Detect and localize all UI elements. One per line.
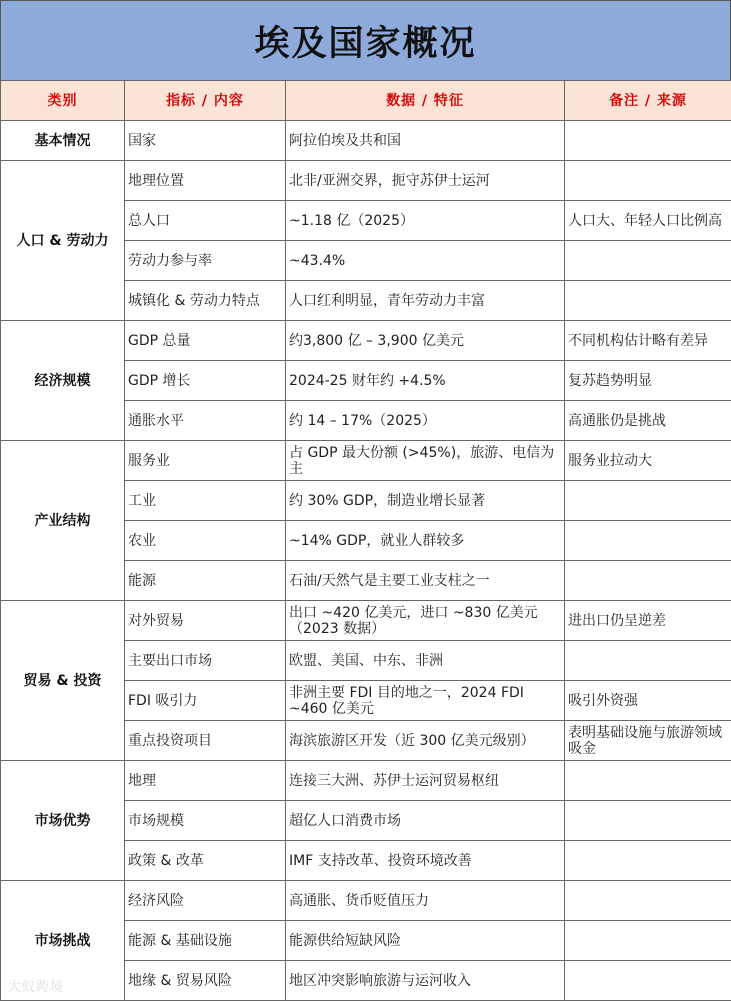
indicator-cell: 服务业	[125, 441, 286, 481]
note-cell: 人口大、年轻人口比例高	[565, 201, 731, 241]
data-cell: ~14% GDP，就业人群较多	[286, 521, 565, 561]
indicator-cell: 工业	[125, 481, 286, 521]
data-cell: 出口 ~420 亿美元，进口 ~830 亿美元（2023 数据）	[286, 601, 565, 641]
category-cell: 市场挑战	[1, 881, 125, 1001]
data-cell: 约3,800 亿 – 3,900 亿美元	[286, 321, 565, 361]
category-cell: 产业结构	[1, 441, 125, 601]
category-cell: 市场优势	[1, 761, 125, 881]
category-cell: 人口 & 劳动力	[1, 161, 125, 321]
note-cell: 高通胀仍是挑战	[565, 401, 731, 441]
indicator-cell: 地理位置	[125, 161, 286, 201]
data-cell: 高通胀、货币贬值压力	[286, 881, 565, 921]
note-cell	[565, 521, 731, 561]
table-row	[1, 881, 731, 921]
note-cell	[565, 481, 731, 521]
indicator-cell: 农业	[125, 521, 286, 561]
data-cell: ~43.4%	[286, 241, 565, 281]
data-cell: 能源供给短缺风险	[286, 921, 565, 961]
note-cell	[565, 641, 731, 681]
note-cell	[565, 841, 731, 881]
data-cell: 非洲主要 FDI 目的地之一，2024 FDI ~460 亿美元	[286, 681, 565, 721]
data-cell: 2024-25 财年约 +4.5%	[286, 361, 565, 401]
indicator-cell: 主要出口市场	[125, 641, 286, 681]
data-cell: 海滨旅游区开发（近 300 亿美元级别）	[286, 721, 565, 761]
indicator-cell: FDI 吸引力	[125, 681, 286, 721]
indicator-cell: GDP 总量	[125, 321, 286, 361]
note-cell	[565, 281, 731, 321]
table-row	[1, 121, 731, 161]
indicator-cell: 市场规模	[125, 801, 286, 841]
category-cell: 经济规模	[1, 321, 125, 441]
note-cell	[565, 881, 731, 921]
note-cell	[565, 241, 731, 281]
header-note: 备注 / 来源	[565, 81, 731, 121]
table-row	[1, 601, 731, 641]
data-cell: 占 GDP 最大份额 (>45%)，旅游、电信为主	[286, 441, 565, 481]
note-cell: 吸引外资强	[565, 681, 731, 721]
note-cell	[565, 561, 731, 601]
data-cell: 连接三大洲、苏伊士运河贸易枢纽	[286, 761, 565, 801]
note-cell	[565, 961, 731, 1001]
header-row	[1, 81, 731, 121]
table-row	[1, 321, 731, 361]
category-cell: 基本情况	[1, 121, 125, 161]
indicator-cell: 对外贸易	[125, 601, 286, 641]
table-row	[1, 441, 731, 481]
indicator-cell: 能源 & 基础设施	[125, 921, 286, 961]
table-row	[1, 161, 731, 201]
header-category: 类别	[1, 81, 125, 121]
watermark-text: 大蚁跨境	[8, 980, 65, 995]
note-cell	[565, 801, 731, 841]
indicator-cell: 能源	[125, 561, 286, 601]
indicator-cell: 政策 & 改革	[125, 841, 286, 881]
table-row	[1, 761, 731, 801]
note-cell: 服务业拉动大	[565, 441, 731, 481]
indicator-cell: GDP 增长	[125, 361, 286, 401]
note-cell	[565, 761, 731, 801]
data-cell: 阿拉伯埃及共和国	[286, 121, 565, 161]
data-cell: ~1.18 亿（2025）	[286, 201, 565, 241]
note-cell	[565, 921, 731, 961]
data-cell: 石油/天然气是主要工业支柱之一	[286, 561, 565, 601]
note-cell	[565, 121, 731, 161]
note-cell: 不同机构估计略有差异	[565, 321, 731, 361]
data-cell: 北非/亚洲交界，扼守苏伊士运河	[286, 161, 565, 201]
data-cell: 约 30% GDP，制造业增长显著	[286, 481, 565, 521]
overview-table	[0, 80, 731, 1001]
note-cell: 进出口仍呈逆差	[565, 601, 731, 641]
indicator-cell: 城镇化 & 劳动力特点	[125, 281, 286, 321]
indicator-cell: 经济风险	[125, 881, 286, 921]
note-cell: 表明基础设施与旅游领域吸金	[565, 721, 731, 761]
indicator-cell: 国家	[125, 121, 286, 161]
note-cell: 复苏趋势明显	[565, 361, 731, 401]
note-cell	[565, 161, 731, 201]
data-cell: 人口红利明显，青年劳动力丰富	[286, 281, 565, 321]
header-indicator: 指标 / 内容	[125, 81, 286, 121]
data-cell: 欧盟、美国、中东、非洲	[286, 641, 565, 681]
indicator-cell: 通胀水平	[125, 401, 286, 441]
page-title: 埃及国家概况	[0, 0, 731, 81]
indicator-cell: 劳动力参与率	[125, 241, 286, 281]
indicator-cell: 地理	[125, 761, 286, 801]
data-cell: IMF 支持改革、投资环境改善	[286, 841, 565, 881]
indicator-cell: 地缘 & 贸易风险	[125, 961, 286, 1001]
indicator-cell: 重点投资项目	[125, 721, 286, 761]
data-cell: 超亿人口消费市场	[286, 801, 565, 841]
data-cell: 约 14 – 17%（2025）	[286, 401, 565, 441]
indicator-cell: 总人口	[125, 201, 286, 241]
header-data: 数据 / 特征	[286, 81, 565, 121]
category-cell: 贸易 & 投资	[1, 601, 125, 761]
data-cell: 地区冲突影响旅游与运河收入	[286, 961, 565, 1001]
